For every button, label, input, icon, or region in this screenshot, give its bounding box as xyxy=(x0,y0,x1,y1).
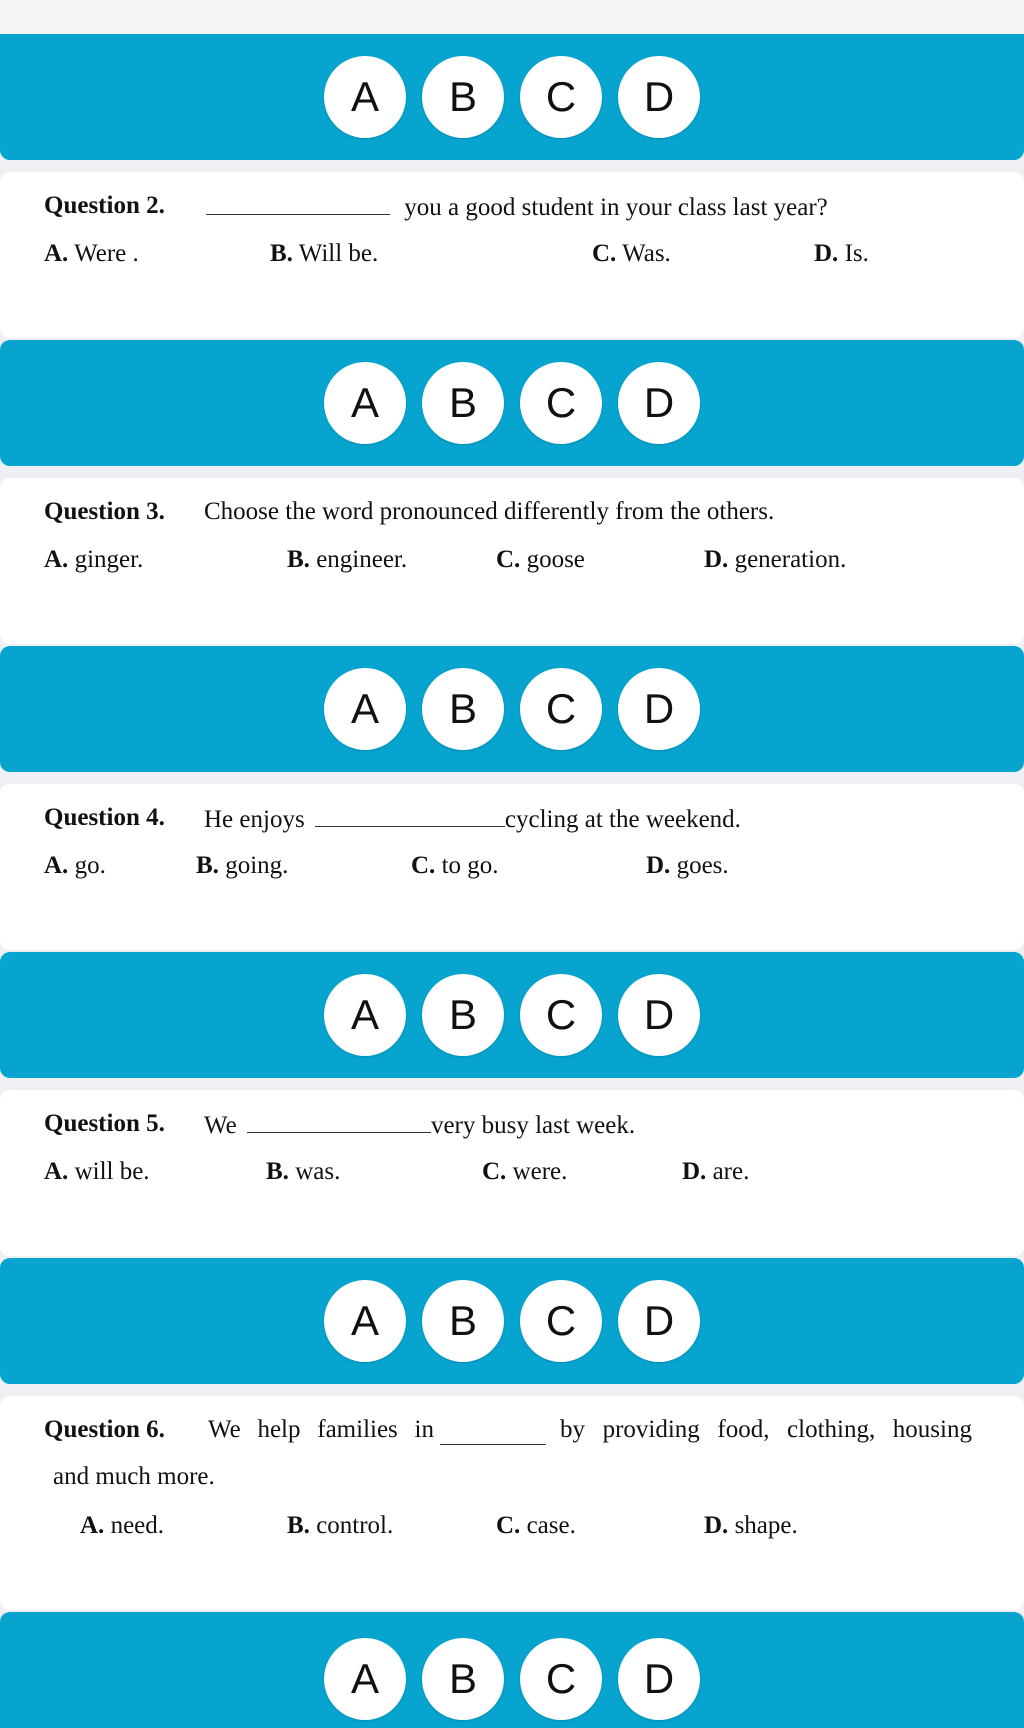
option-letter: C. xyxy=(411,852,436,879)
option-text: going. xyxy=(225,852,289,879)
option-text: were. xyxy=(512,1158,568,1185)
answer-button-d[interactable]: D xyxy=(618,56,700,138)
answer-button-c[interactable]: C xyxy=(520,974,602,1056)
answer-button-b[interactable]: B xyxy=(422,362,504,444)
question-text-after: very busy last week. xyxy=(430,1112,636,1139)
answer-button-b[interactable]: B xyxy=(422,1638,504,1720)
option-a xyxy=(80,1512,164,1540)
answer-button-d[interactable]: D xyxy=(618,974,700,1056)
answer-button-c[interactable]: C xyxy=(520,362,602,444)
option-letter: D. xyxy=(704,1512,729,1539)
option-a xyxy=(44,546,143,574)
option-letter: B. xyxy=(287,546,310,573)
question-text: Choose the word pronounced differently from the others. xyxy=(204,498,775,525)
option-letter: B. xyxy=(196,852,219,879)
question-word: clothing, xyxy=(787,1416,876,1443)
option-letter: A. xyxy=(44,1158,69,1185)
question-label: Question 6. xyxy=(44,1416,165,1443)
option-b xyxy=(196,852,288,880)
answer-button-a[interactable]: A xyxy=(324,56,406,138)
option-text: need. xyxy=(110,1512,165,1539)
question-text-before: We xyxy=(204,1112,237,1139)
answer-button-c[interactable]: C xyxy=(520,668,602,750)
question-label: Question 3. xyxy=(44,498,165,525)
answer-button-a[interactable]: A xyxy=(324,1638,406,1720)
option-letter: A. xyxy=(80,1512,105,1539)
option-text: Was. xyxy=(622,240,671,267)
option-a xyxy=(44,852,106,880)
option-letter: D. xyxy=(646,852,671,879)
top-gap xyxy=(0,0,1024,34)
answer-button-b[interactable]: B xyxy=(422,668,504,750)
option-text: Were . xyxy=(74,240,139,267)
option-letter: A. xyxy=(44,852,69,879)
question-word: providing xyxy=(602,1416,700,1443)
option-text: shape. xyxy=(734,1512,798,1539)
answer-button-d[interactable]: D xyxy=(618,1280,700,1362)
option-text: ginger. xyxy=(74,546,144,573)
answer-button-d[interactable]: D xyxy=(618,668,700,750)
option-letter: B. xyxy=(287,1512,310,1539)
answer-blank xyxy=(440,1422,546,1445)
option-letter: C. xyxy=(592,240,617,267)
option-text: are. xyxy=(712,1158,750,1185)
option-letter: A. xyxy=(44,546,69,573)
option-text: was. xyxy=(295,1158,341,1185)
option-text: will be. xyxy=(74,1158,150,1185)
question-text-after: cycling at the weekend. xyxy=(504,806,741,833)
option-letter: A. xyxy=(44,240,69,267)
question-card-4 xyxy=(0,784,1024,950)
answer-blank xyxy=(315,804,505,827)
option-letter: D. xyxy=(814,240,839,267)
option-c xyxy=(411,852,499,880)
option-letter: D. xyxy=(704,546,729,573)
option-letter: C. xyxy=(496,546,521,573)
option-c xyxy=(592,240,671,268)
option-d xyxy=(682,1158,749,1186)
option-text: to go. xyxy=(441,852,499,879)
option-letter: C. xyxy=(496,1512,521,1539)
question-text-after: you a good student in your class last year? xyxy=(404,194,828,221)
question-text xyxy=(204,804,741,834)
option-text: generation. xyxy=(734,546,847,573)
question-card-6 xyxy=(0,1396,1024,1610)
option-text: Is. xyxy=(844,240,869,267)
answer-band-2 xyxy=(0,340,1024,466)
question-label: Question 2. xyxy=(44,192,165,219)
option-d xyxy=(704,546,846,574)
option-d xyxy=(814,240,869,268)
option-b xyxy=(287,1512,393,1540)
option-b xyxy=(266,1158,340,1186)
option-text: engineer. xyxy=(316,546,408,573)
answer-band-5 xyxy=(0,1258,1024,1384)
option-letter: C. xyxy=(482,1158,507,1185)
answer-blank xyxy=(206,192,390,215)
answer-button-a[interactable]: A xyxy=(324,362,406,444)
question-label: Question 4. xyxy=(44,804,165,831)
option-letter: B. xyxy=(270,240,293,267)
question-word: food, xyxy=(717,1416,770,1443)
question-text xyxy=(206,192,828,222)
answer-button-a[interactable]: A xyxy=(324,974,406,1056)
answer-blank xyxy=(247,1110,431,1133)
option-b xyxy=(270,240,378,268)
answer-button-b[interactable]: B xyxy=(422,56,504,138)
answer-button-c[interactable]: C xyxy=(520,1280,602,1362)
option-a xyxy=(44,1158,150,1186)
question-text xyxy=(204,1110,635,1140)
answer-button-a[interactable]: A xyxy=(324,1280,406,1362)
answer-band-6 xyxy=(0,1612,1024,1728)
answer-button-c[interactable]: C xyxy=(520,56,602,138)
question-word: housing xyxy=(892,1416,972,1443)
question-word: families xyxy=(317,1416,398,1443)
question-text-end xyxy=(560,1416,972,1444)
answer-band-1 xyxy=(0,34,1024,160)
question-word: in xyxy=(414,1416,434,1443)
question-word: help xyxy=(257,1416,301,1443)
answer-button-c[interactable]: C xyxy=(520,1638,602,1720)
answer-button-b[interactable]: B xyxy=(422,1280,504,1362)
option-text: goose xyxy=(526,546,585,573)
question-card-2 xyxy=(0,172,1024,338)
question-text-before: He enjoys xyxy=(204,806,305,833)
answer-button-d[interactable]: D xyxy=(618,1638,700,1720)
answer-button-b[interactable]: B xyxy=(422,974,504,1056)
option-a xyxy=(44,240,139,268)
option-d xyxy=(646,852,729,880)
option-text: case. xyxy=(526,1512,576,1539)
option-text: go. xyxy=(74,852,106,879)
option-c xyxy=(496,1512,576,1540)
question-label: Question 5. xyxy=(44,1110,165,1137)
answer-band-3 xyxy=(0,646,1024,772)
option-text: Will be. xyxy=(298,240,379,267)
option-text: goes. xyxy=(676,852,729,879)
option-text: control. xyxy=(316,1512,394,1539)
option-c xyxy=(496,546,585,574)
option-d xyxy=(704,1512,798,1540)
question-word: by xyxy=(560,1416,585,1443)
answer-button-a[interactable]: A xyxy=(324,668,406,750)
question-text-start xyxy=(208,1416,434,1444)
answer-band-4 xyxy=(0,952,1024,1078)
option-b xyxy=(287,546,407,574)
option-c xyxy=(482,1158,567,1186)
answer-button-d[interactable]: D xyxy=(618,362,700,444)
question-card-3 xyxy=(0,478,1024,644)
option-letter: D. xyxy=(682,1158,707,1185)
question-card-5 xyxy=(0,1090,1024,1256)
question-word: We xyxy=(208,1416,241,1443)
question-text-line-2: and much more. xyxy=(53,1463,215,1490)
option-letter: B. xyxy=(266,1158,289,1185)
